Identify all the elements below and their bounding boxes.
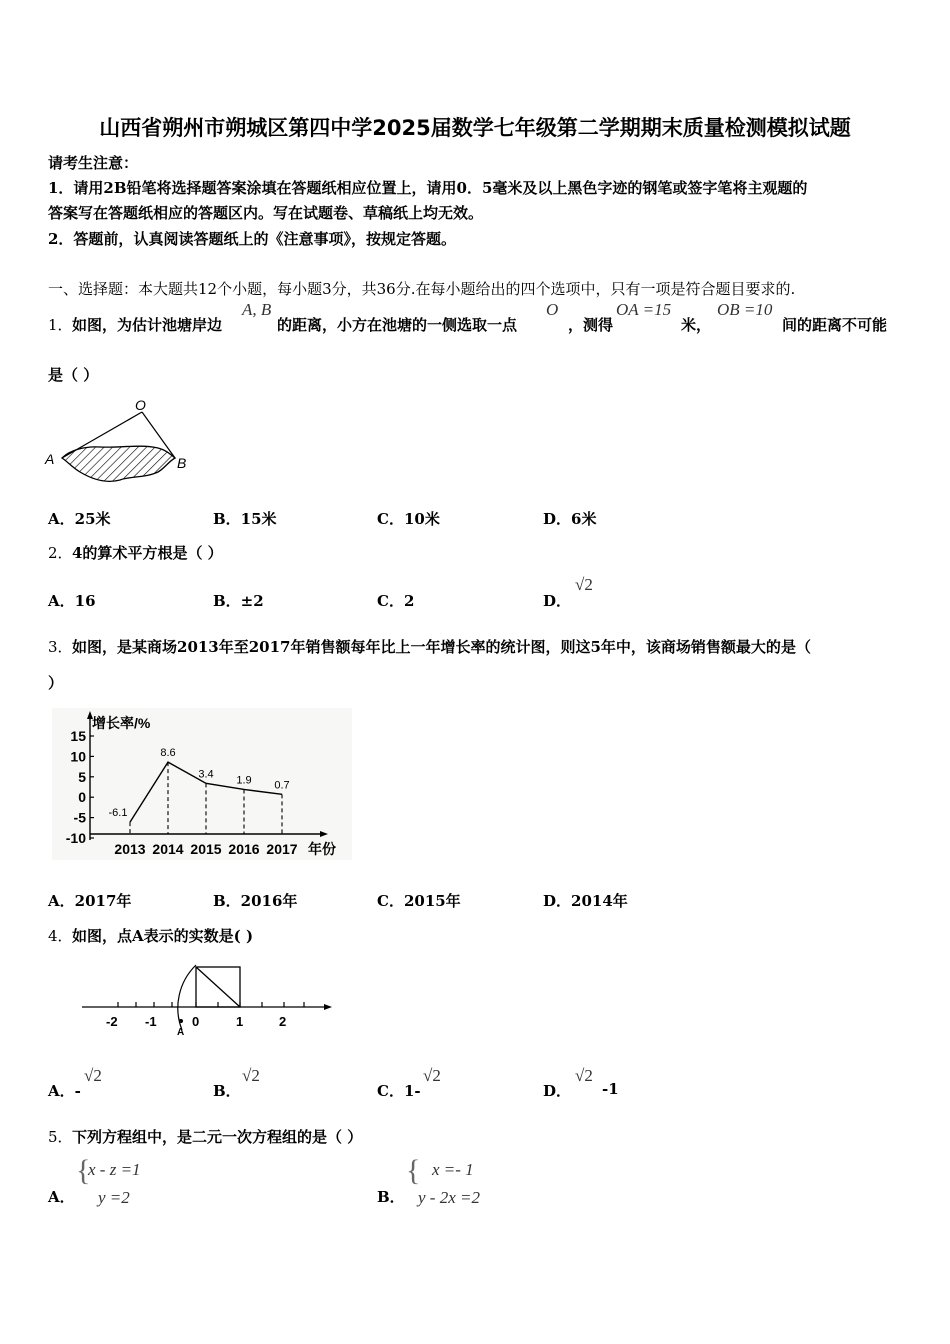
y-tick-label: -5 [73, 809, 86, 826]
q2-option-c[interactable]: C．2 [377, 592, 415, 610]
y-tick-label: 0 [78, 789, 86, 806]
q1-text-1: 如图，为估计池塘岸边 [72, 316, 223, 334]
point-a [179, 1019, 183, 1023]
data-label: 3.4 [198, 768, 214, 781]
q2-option-b[interactable]: B．±2 [213, 592, 264, 610]
notice-line1: 1．请用2B铅笔将选择题答案涂填在答题纸相应位置上，请用0．5毫米及以上黑色字迹的钢笔或签字笔将主观题的 [48, 179, 808, 197]
pond-figure [40, 392, 200, 492]
tick-label-0: 0 [192, 1014, 200, 1029]
x-axis-arrow [320, 831, 328, 837]
q3-text-cont: ） [48, 674, 64, 692]
tick-label-2: 2 [279, 1014, 287, 1029]
q4-option-a-sqrt2: √2 [84, 1066, 102, 1085]
q3-option-c[interactable]: C．2015年 [377, 892, 461, 910]
data-label: 1.9 [236, 774, 252, 787]
q1-number: 1． [48, 316, 73, 334]
q3-option-a[interactable]: A．2017年 [48, 892, 132, 910]
q4-option-b-sqrt2: √2 [242, 1066, 260, 1085]
tick-label-1: 1 [236, 1014, 244, 1029]
x-tick-label: 2014 [152, 841, 184, 857]
notice-line2: 2．答题前，认真阅读答题纸上的《注意事项》，按规定答题。 [48, 230, 456, 248]
q3-option-b[interactable]: B．2016年 [213, 892, 298, 910]
q1-option-d[interactable]: D．6米 [543, 510, 597, 528]
q3-option-d[interactable]: D．2014年 [543, 892, 628, 910]
point-a-label: A [45, 451, 55, 467]
notice-line1-cont: 答案写在答题纸相应的答题区内。写在试题卷、草稿纸上均无效。 [48, 204, 484, 222]
y-tick-label: -10 [65, 830, 86, 846]
number-line-figure [78, 955, 338, 1040]
q4-option-d-suffix: -1 [602, 1080, 619, 1098]
data-label: -6.1 [108, 807, 128, 820]
x-tick-label: 2017 [266, 841, 298, 857]
q4-option-a[interactable]: A．- [48, 1082, 81, 1100]
q1-text-6: 是（ ） [48, 366, 99, 384]
q5-option-a-brace: { [76, 1154, 91, 1187]
pond-shape [62, 446, 175, 481]
section-heading: 一、选择题：本大题共12个小题，每小题3分，共36分.在每小题给出的四个选项中，只有一项是符合题目要求的. [48, 280, 796, 298]
y-axis-title: 增长率/% [92, 715, 151, 731]
q5-option-a-eq2: y =2 [98, 1188, 130, 1207]
q1-math-oa: OA =15 [616, 300, 672, 319]
q5-option-a[interactable]: A． [48, 1188, 75, 1206]
q5-number: 5． [48, 1128, 73, 1146]
q5-text: 下列方程组中，是二元一次方程组的是（ ） [72, 1128, 363, 1146]
x-tick-label: 2013 [114, 841, 146, 857]
y-tick-label: 5 [78, 768, 86, 785]
x-tick-label: 2015 [190, 841, 222, 857]
q1-math-o: O [546, 300, 559, 319]
q3-number: 3． [48, 638, 73, 656]
q4-option-c-sqrt2: √2 [423, 1066, 441, 1085]
tick-label-neg1: -1 [145, 1014, 157, 1029]
q5-option-b-eq2: y - 2x =2 [418, 1188, 480, 1207]
x-axis-title: 年份 [308, 841, 336, 857]
q1-math-ab: A, B [242, 300, 272, 319]
point-o-label: O [135, 397, 146, 413]
q4-number: 4． [48, 927, 73, 945]
q4-option-d[interactable]: D． [543, 1082, 572, 1100]
q4-option-c[interactable]: C．1- [377, 1082, 421, 1100]
number-line-arrow [324, 1004, 332, 1010]
q4-option-b[interactable]: B． [213, 1082, 241, 1100]
page-title: 山西省朔州市朔城区第四中学2025届数学七年级第二学期期末质量检测模拟试题 [99, 116, 851, 140]
square-diagonal [196, 967, 240, 1007]
q1-option-c[interactable]: C．10米 [377, 510, 440, 528]
q2-text: 4的算术平方根是（ ） [72, 544, 223, 562]
q2-number: 2． [48, 544, 73, 562]
y-tick-label: 10 [70, 748, 86, 765]
notice-heading: 请考生注意： [48, 154, 139, 172]
q5-option-b[interactable]: B． [377, 1188, 405, 1206]
q2-option-d[interactable]: D． [543, 592, 572, 610]
q1-text-2: 的距离，小方在池塘的一侧选取一点 [277, 316, 518, 334]
q4-text: 如图，点A表示的实数是( ) [72, 927, 254, 945]
x-tick-label: 2016 [228, 841, 260, 857]
q1-text-4: 米， [681, 316, 712, 334]
q1-math-ob: OB =10 [717, 300, 773, 319]
tick-label-neg2: -2 [106, 1014, 118, 1029]
point-a-label: A [177, 1027, 185, 1038]
growth-rate-chart [52, 708, 352, 860]
q5-option-b-eq1: x =- 1 [432, 1160, 474, 1179]
point-b-label: B [177, 455, 187, 471]
q2-option-d-sqrt2: √2 [575, 575, 593, 594]
y-tick-label: 15 [70, 728, 86, 744]
q2-option-a[interactable]: A．16 [48, 592, 96, 610]
data-label: 8.6 [160, 747, 176, 760]
data-label: 0.7 [274, 779, 290, 792]
q1-text-3: ，测得 [568, 316, 614, 334]
q1-option-a[interactable]: A．25米 [48, 510, 111, 528]
q5-option-b-brace: { [406, 1154, 421, 1187]
q1-option-b[interactable]: B．15米 [213, 510, 277, 528]
q1-text-5: 间的距离不可能 [782, 316, 888, 334]
q5-option-a-eq1: x - z =1 [88, 1160, 141, 1179]
q3-text: 如图，是某商场2013年至2017年销售额每年比上一年增长率的统计图，则这5年中，该商场销售额最大的是（ [72, 638, 811, 656]
q4-option-d-sqrt2: √2 [575, 1066, 593, 1085]
